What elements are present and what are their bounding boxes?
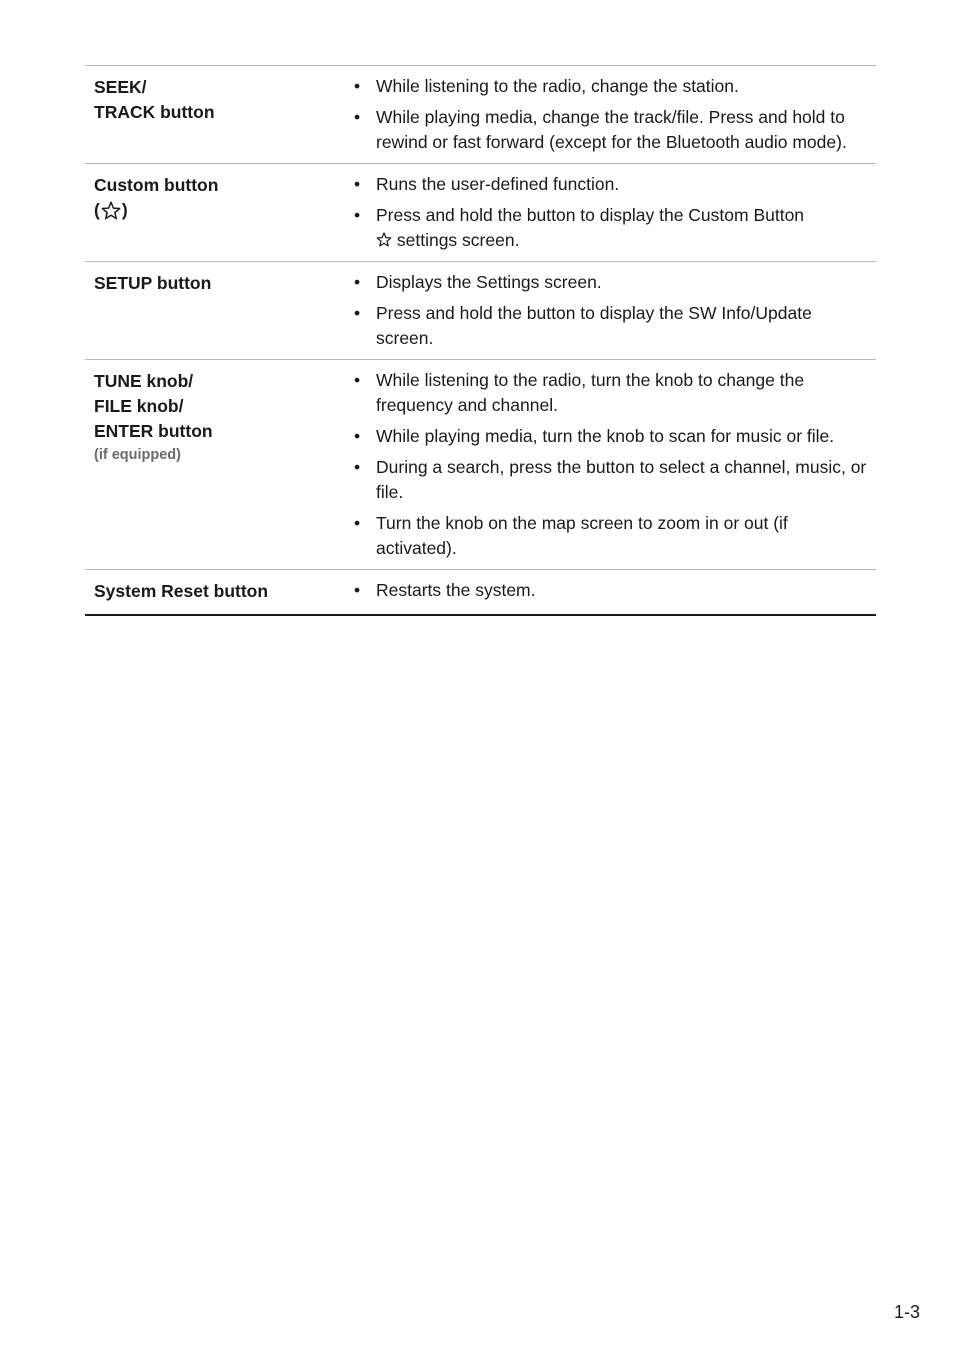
item-text: While playing media, change the track/file. Press and hold to rewind or fast forward (except for the Bluetooth audio mode).	[376, 107, 847, 152]
list-item	[341, 301, 870, 351]
label-line: SEEK/	[94, 77, 147, 97]
star-outline-icon	[376, 232, 392, 247]
star-outline-icon	[101, 201, 121, 220]
label-line-icon	[94, 198, 341, 223]
list-item	[341, 74, 870, 99]
row-description	[341, 578, 876, 604]
label-line: TUNE knob/	[94, 371, 194, 391]
list-item	[341, 203, 870, 253]
bullet: •	[354, 107, 361, 127]
row-description	[341, 368, 876, 561]
label-line: SETUP button	[94, 273, 212, 293]
bullet: •	[354, 272, 361, 292]
item-text: Displays the Settings screen.	[376, 272, 602, 292]
table-row-tune-knob	[85, 360, 876, 570]
row-label	[85, 578, 341, 604]
row-label	[85, 270, 341, 351]
row-description	[341, 270, 876, 351]
bullet: •	[354, 76, 361, 96]
item-text: During a search, press the button to select a channel, music, or file.	[376, 457, 867, 502]
bullet: •	[354, 303, 361, 323]
list-item	[341, 368, 870, 418]
table-row-setup-button	[85, 262, 876, 360]
list-item	[341, 172, 870, 197]
list-item	[341, 270, 870, 295]
paren-close: )	[121, 200, 128, 220]
label-line: ENTER button	[94, 421, 213, 441]
bullet: •	[354, 370, 361, 390]
row-description	[341, 74, 876, 155]
row-label	[85, 172, 341, 253]
list-item	[341, 424, 870, 449]
table-row-seek-track	[85, 66, 876, 164]
bullet: •	[354, 457, 361, 477]
bullet: •	[354, 426, 361, 446]
item-text: Press and hold the button to display the Custom Button	[376, 205, 805, 225]
list-item	[341, 455, 870, 505]
item-text: Runs the user-defined function.	[376, 174, 620, 194]
label-note: (if equipped)	[94, 447, 181, 463]
item-text: Turn the knob on the map screen to zoom in or out (if activated).	[376, 513, 788, 558]
item-text: While listening to the radio, turn the knob to change the frequency and channel.	[376, 370, 805, 415]
item-text-continuation: settings screen.	[396, 230, 520, 250]
item-text: Press and hold the button to display the SW Info/Update screen.	[376, 303, 812, 348]
row-description	[341, 172, 876, 253]
table-row-system-reset	[85, 570, 876, 614]
item-text: While playing media, turn the knob to scan for music or file.	[376, 426, 835, 446]
bullet: •	[354, 580, 361, 600]
item-text: While listening to the radio, change the station.	[376, 76, 739, 96]
row-label	[85, 368, 341, 561]
page-number: 1-3	[893, 1302, 920, 1322]
bullet: •	[354, 205, 361, 225]
paren-open: (	[94, 200, 100, 220]
label-line: Custom button	[94, 175, 219, 195]
label-line: System Reset button	[94, 581, 269, 601]
bullet: •	[354, 513, 361, 533]
table-row-custom-button	[85, 164, 876, 262]
list-item	[341, 105, 870, 155]
button-description-table	[85, 65, 876, 616]
item-text: Restarts the system.	[376, 580, 536, 600]
list-item	[341, 578, 870, 603]
label-line: FILE knob/	[94, 396, 184, 416]
list-item	[341, 511, 870, 561]
row-label	[85, 74, 341, 155]
label-line: TRACK button	[94, 102, 215, 122]
bullet: •	[354, 174, 361, 194]
